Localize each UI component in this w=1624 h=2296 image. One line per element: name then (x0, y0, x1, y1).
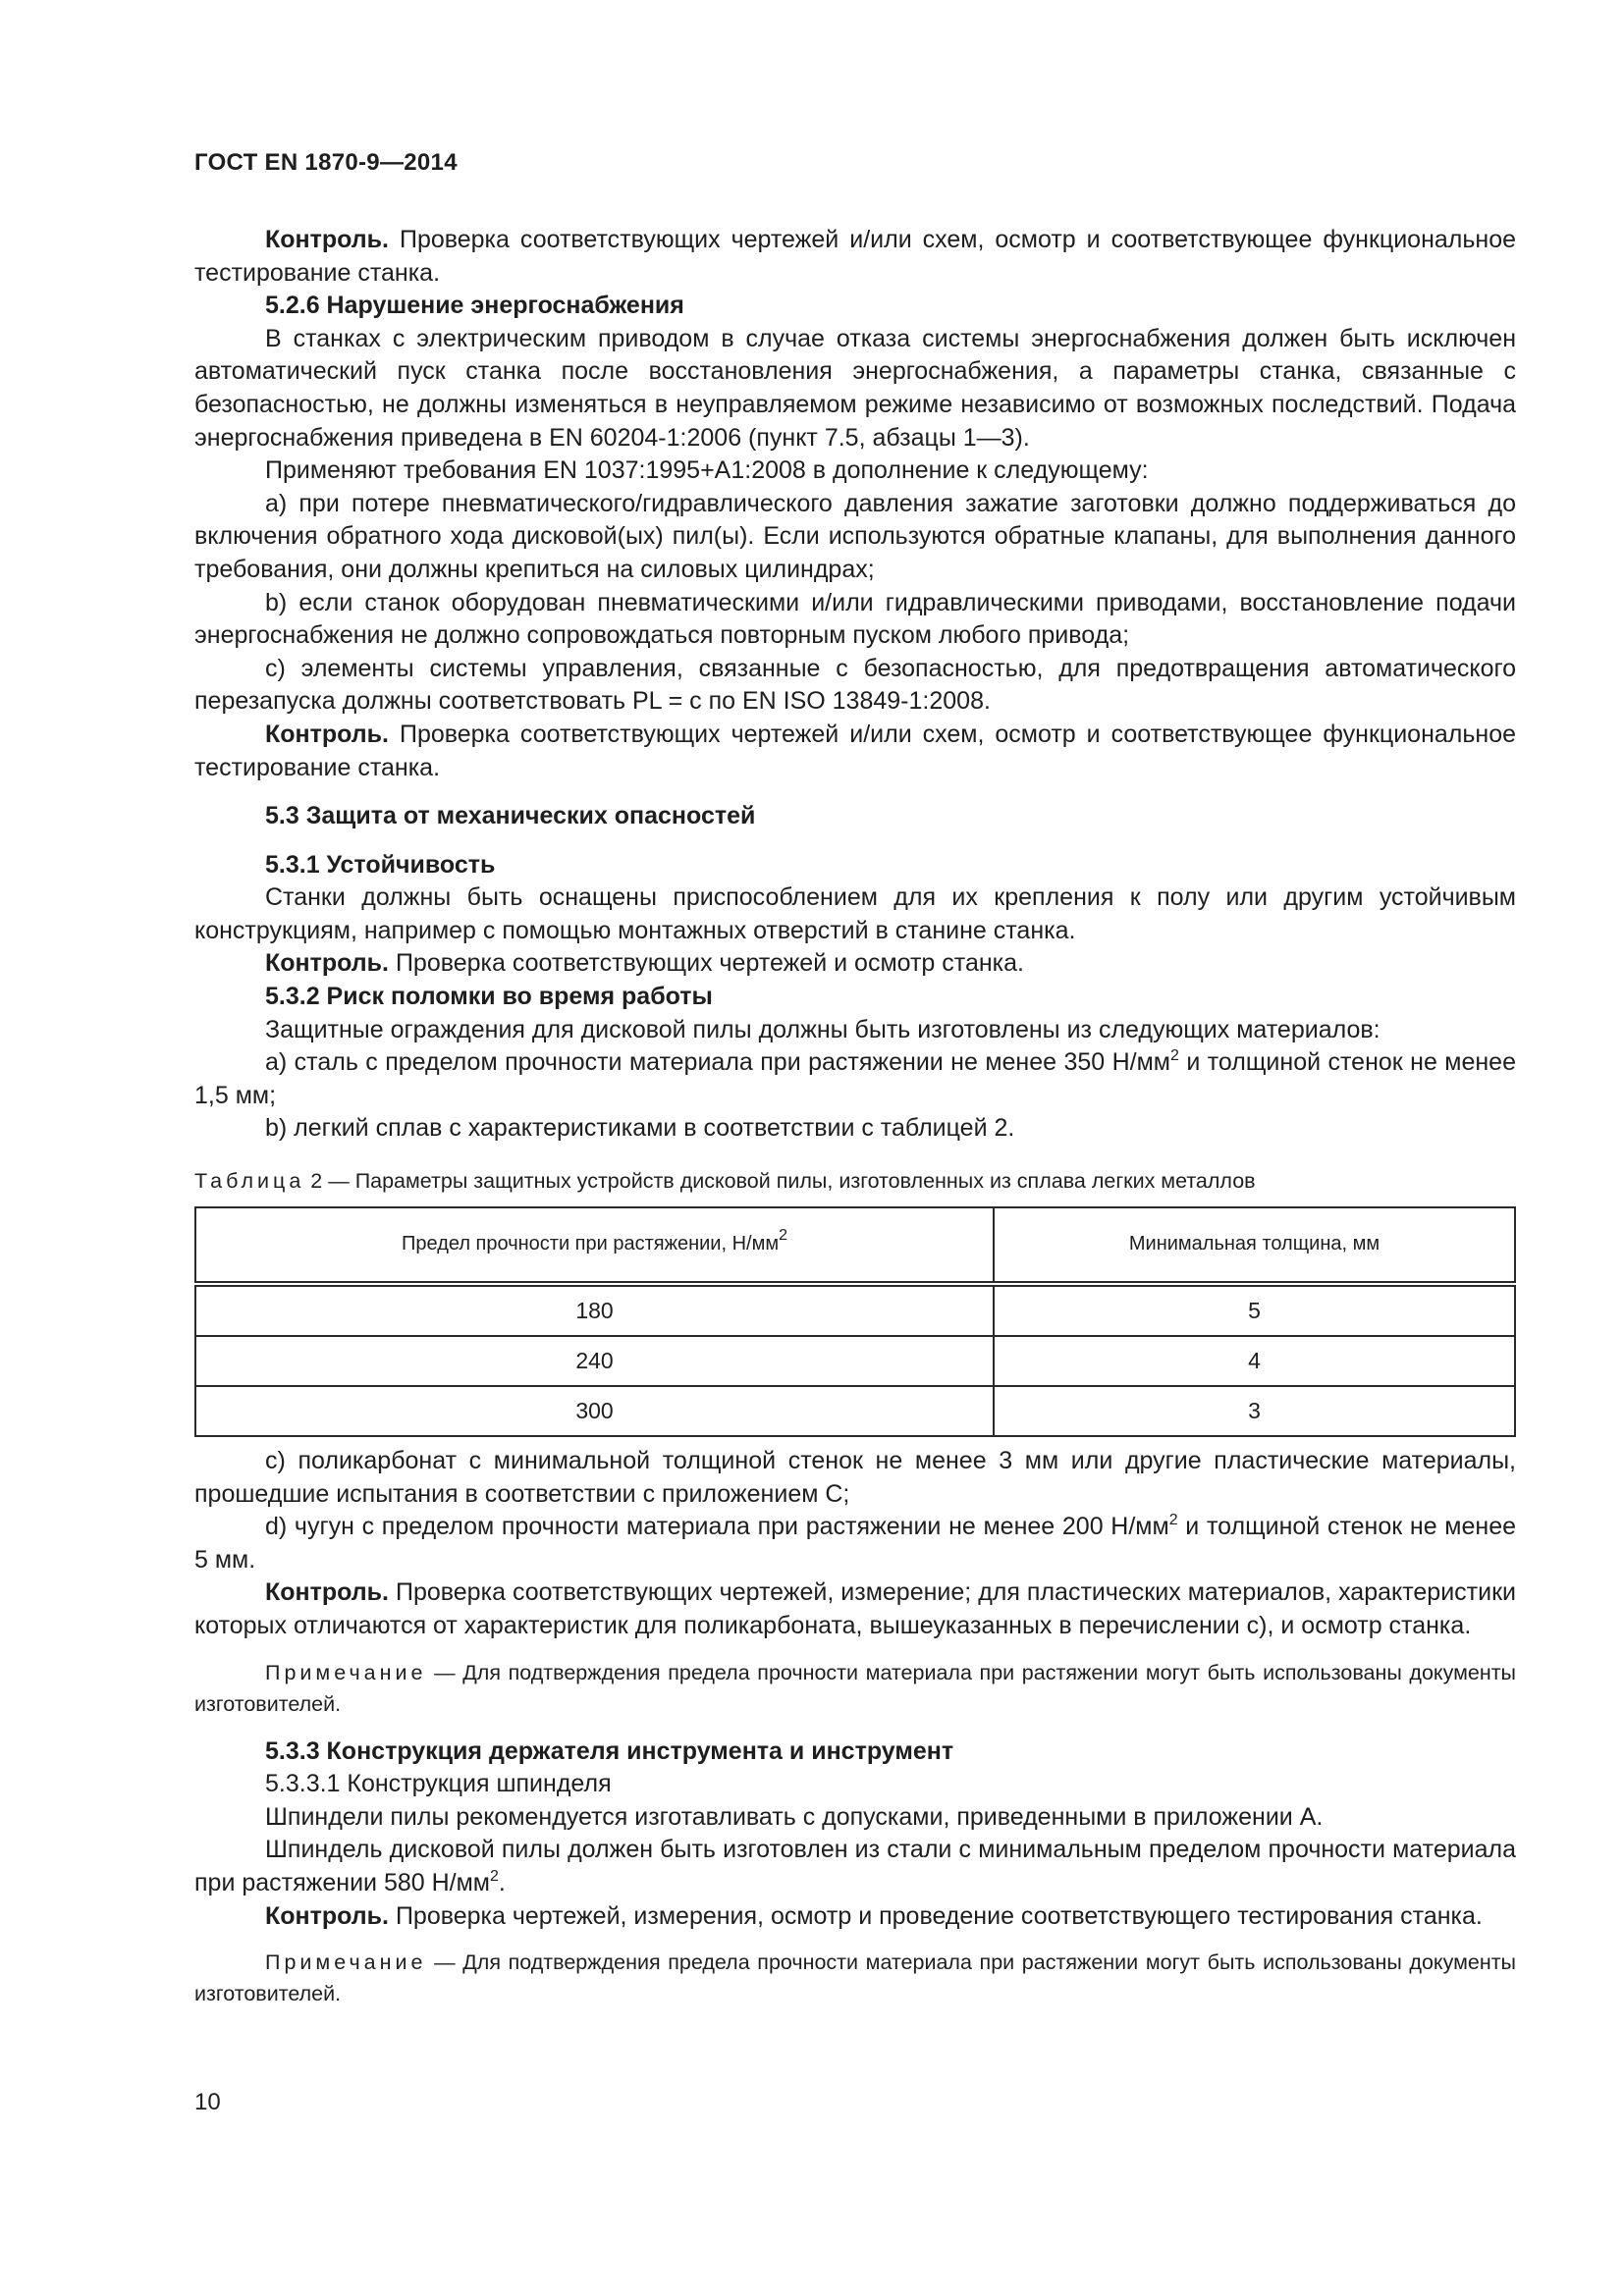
paragraph: Шпиндели пилы рекомендуется изготавливать с допусками, приведенными в приложении A. (265, 1802, 1324, 1831)
control-label: Контроль. (265, 1901, 389, 1930)
note-text: — Для подтверждения предела прочности материала при растяжении могут быть использованы документы изготовителей. (194, 1660, 1516, 1716)
list-item-c: c) элементы системы управления, связанные с безопасностью, для предотвращения автоматического перезапуска должны соответствовать PL = c по EN ISO 13849-1:2008. (194, 654, 1516, 716)
control-paragraph-1 (194, 224, 1516, 290)
table-header-strength: Предел прочности при растяжении, $Н/мм^2$ (195, 1207, 994, 1284)
control-paragraph-3 (194, 947, 1516, 981)
note-text: — Для подтверждения предела прочности материала при растяжении могут быть использованы документы изготовителей. (194, 1950, 1516, 2006)
superscript: 2 (779, 1227, 787, 1245)
control-paragraph-4 (194, 1576, 1516, 1642)
list-item-a (194, 1046, 1516, 1112)
list-item-text: и толщиной стенок не менее 5 мм. (194, 1513, 1517, 1574)
control-text: Проверка чертежей, измерения, осмотр и проведение соответствующего тестирования станка. (389, 1901, 1483, 1930)
paragraph: Защитные ограждения для дисковой пилы должны быть изготовлены из следующих материалов: (265, 1015, 1380, 1043)
list-item-text: a) сталь с пределом прочности материала при растяжении не менее 350 Н/мм (265, 1048, 1170, 1077)
list-item-text: и толщиной стенок не менее 1,5 мм; (194, 1048, 1516, 1109)
paragraph: Станки должны быть оснащены приспособлением для их крепления к полу или другим устойчивым конструкциям, например с помощью монтажных отверстий в станине станка. (194, 883, 1516, 944)
table-row (195, 1386, 1515, 1436)
note-1 (194, 1657, 1516, 1720)
table-row (195, 1284, 1515, 1336)
list-item-b: b) легкий сплав с характеристиками в соответствии с таблицей 2. (265, 1114, 1015, 1143)
table-header-thickness: Минимальная толщина, мм (994, 1207, 1515, 1284)
table-header-row (195, 1207, 1515, 1284)
control-paragraph-5 (194, 1900, 1516, 1934)
list-item-a: a) при потере пневматического/гидравлического давления зажатие заготовки должно поддерживаться до включения обратного хода дисковой(ых) пил(ы). Если используются обратные клапаны, для выполнения данного требования, они должны крепиться на силовых цилиндрах; (194, 489, 1516, 583)
table-cell: 5 (994, 1284, 1515, 1336)
control-paragraph-2 (194, 719, 1516, 784)
control-label: Контроль. (265, 226, 389, 253)
document-body (194, 224, 1516, 2009)
section-heading-5-3-1: 5.3.1 Устойчивость (265, 850, 496, 879)
control-text: Проверка соответствующих чертежей и/или схем, осмотр и соответствующее функциональное тестирование станка. (194, 226, 1516, 287)
paragraph-text: Шпиндель дисковой пилы должен быть изготовлен из стали с минимальным пределом прочности материала при растяжении 580 Н/мм (194, 1836, 1516, 1896)
note-2 (194, 1947, 1516, 2009)
control-text: Проверка соответствующих чертежей и осмотр станка. (389, 949, 1024, 978)
paragraph: Применяют требования EN 1037:1995+A1:2008 в дополнение к следующему: (265, 456, 1149, 485)
superscript: 2 (1168, 1512, 1178, 1529)
control-text: Проверка соответствующих чертежей, измерение; для пластических материалов, характеристики которых отличаются от характеристик для поликарбоната, вышеуказанных в перечислении c), и осмотр станка. (194, 1578, 1516, 1639)
superscript: 2 (490, 1867, 499, 1885)
superscript: 2 (1170, 1047, 1179, 1065)
section-heading-5-3-2: 5.3.2 Риск поломки во время работы (265, 983, 713, 1011)
control-label: Контроль. (265, 1578, 389, 1607)
document-code-header: ГОСТ EN 1870-9—2014 (194, 149, 458, 176)
page-number: 10 (194, 2089, 221, 2115)
subsection-title-5-3-3-1: 5.3.3.1 Конструкция шпинделя (265, 1770, 612, 1798)
table-cell: 240 (195, 1336, 994, 1386)
list-item-c: c) поликарбонат с минимальной толщиной стенок не менее 3 мм или другие пластические материалы, прошедшие испытания в соответствии с приложением C; (194, 1447, 1516, 1508)
list-item-d (194, 1511, 1516, 1576)
note-label: Примечание (265, 1660, 427, 1684)
note-label: Примечание (265, 1950, 427, 1975)
section-heading-5-2-6: 5.2.6 Нарушение энергоснабжения (265, 292, 684, 320)
table-cell: 180 (195, 1284, 994, 1336)
paragraph: В станках с электрическим приводом в случае отказа системы энергоснабжения должен быть исключен автоматический пуск станка после восстановления энергоснабжения, а параметры станка, связанные с безопасностью, не должны изменяться в неуправляемом режиме независимо от возможных последствий. Подача энергоснабжения приведена в EN 60204-1:2006 (пункт 7.5, абзацы 1—3). (194, 324, 1516, 452)
list-item-b: b) если станок оборудован пневматическими и/или гидравлическими приводами, восстановление подачи энергоснабжения не должно сопровождаться повторным пуском любого привода; (194, 588, 1516, 650)
table-caption-text: 2 — Параметры защитных устройств дисковой пилы, изготовленных из сплава легких металлов (304, 1169, 1256, 1194)
table-caption-label: Таблица (194, 1169, 305, 1194)
list-item-text: d) чугун с пределом прочности материала при растяжении не менее 200 Н/мм (265, 1513, 1169, 1541)
table-row (195, 1336, 1515, 1386)
section-heading-5-3-3: 5.3.3 Конструкция держателя инструмента и инструмент (265, 1736, 954, 1765)
table-cell: 300 (195, 1386, 994, 1436)
control-label: Контроль. (265, 949, 389, 978)
control-text: Проверка соответствующих чертежей и/или схем, осмотр и соответствующее функциональное тестирование станка. (194, 720, 1516, 781)
parameters-table (194, 1206, 1516, 1437)
table-caption (194, 1167, 1516, 1195)
paragraph (194, 1834, 1516, 1899)
control-label: Контроль. (265, 720, 389, 748)
table-cell: 3 (994, 1386, 1515, 1436)
section-heading-5-3: 5.3 Защита от механических опасностей (265, 802, 756, 830)
table-cell: 4 (994, 1336, 1515, 1386)
paragraph-text: . (498, 1868, 506, 1896)
